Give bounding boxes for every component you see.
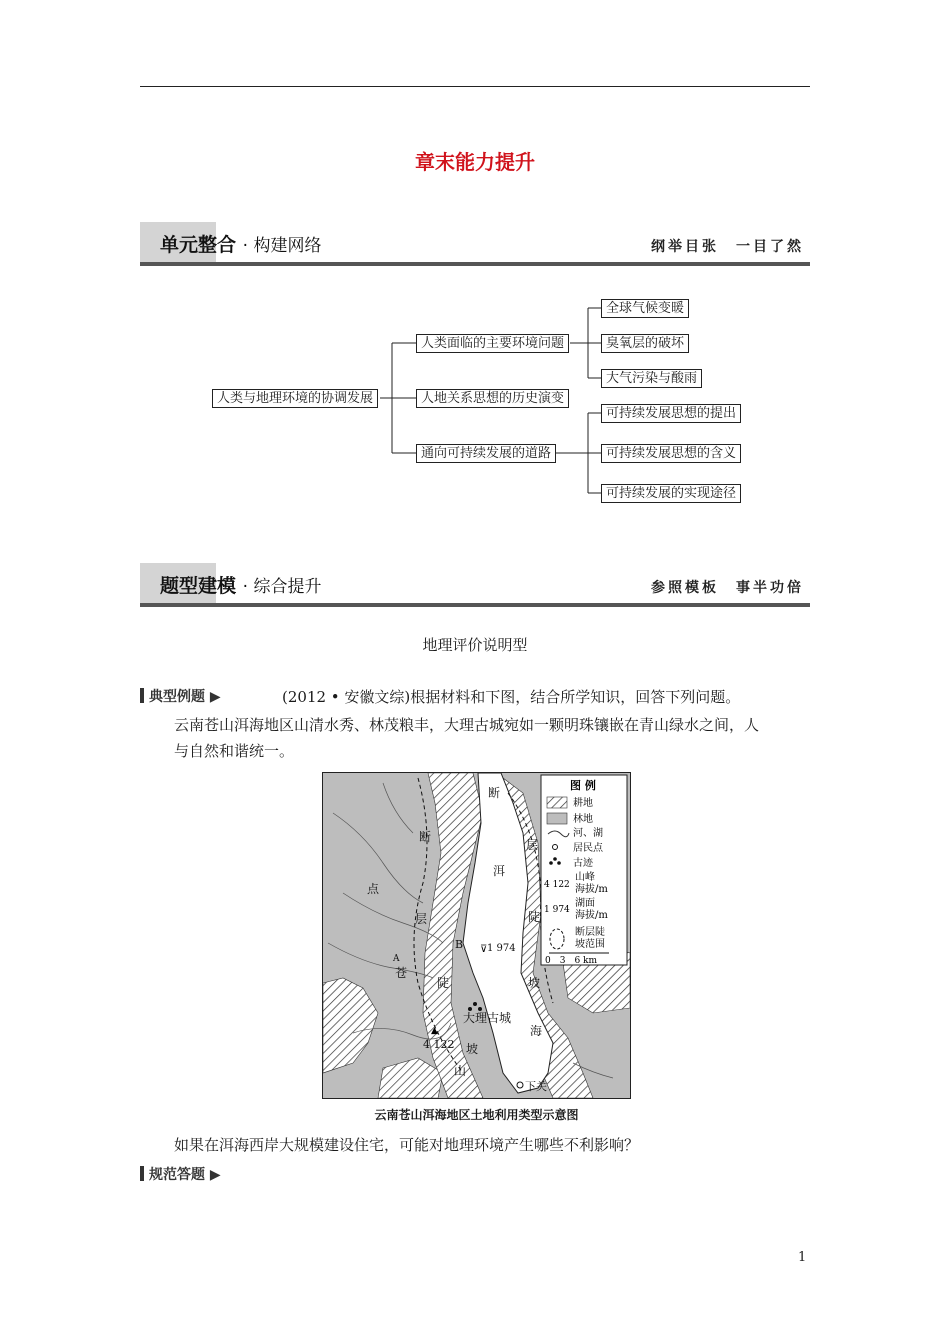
label-dou-left: 陡	[437, 976, 450, 990]
map-leaf-warming: 全球气候变暖	[601, 299, 689, 318]
legend-title: 图 例	[570, 779, 596, 792]
label-peak-elev: 4 122	[423, 1038, 455, 1051]
map-drawing	[323, 773, 630, 1098]
map-leaf-acid-rain: 大气污染与酸雨	[601, 369, 702, 388]
label-ceng: 层	[526, 838, 539, 852]
label-ceng-left: 层	[415, 912, 428, 926]
section-title-main: 单元整合	[160, 234, 237, 256]
label-a: A	[393, 954, 400, 964]
concept-map-connectors	[0, 0, 950, 560]
legend-settlement: 居民点	[573, 843, 603, 854]
legend-farmland-swatch	[547, 797, 567, 808]
legend-farmland: 耕地	[573, 798, 593, 809]
label-b: B	[455, 938, 464, 951]
label-dou: 陡	[528, 910, 541, 924]
section-motto: 参照模板 事半功倍	[651, 580, 804, 596]
legend-scale: 0 3 6 km	[545, 956, 598, 966]
legend-peak: 山峰	[575, 872, 595, 883]
section-underline	[140, 603, 810, 607]
map-caption: 云南苍山洱海地区土地利用类型示意图	[374, 1108, 579, 1122]
map-root-node: 人类与地理环境的协调发展	[212, 389, 378, 408]
tag-bar	[140, 1166, 144, 1181]
label-duan-left: 断	[419, 830, 432, 844]
legend-peak-value: 4 122	[544, 880, 570, 890]
answer-tag-label: 规范答题 ▶	[149, 1167, 221, 1183]
legend-peak-unit: 海拔/m	[575, 884, 608, 895]
label-xiaguan: 下关	[525, 1080, 547, 1093]
legend-forest-swatch	[547, 813, 567, 824]
settlement-xiaguan	[517, 1082, 523, 1088]
label-dali: 大理古城	[463, 1011, 512, 1025]
section-title-sub: · 综合提升	[242, 577, 322, 597]
material-line-1: 云南苍山洱海地区山清水秀、林茂粮丰，大理古城宛如一颗明珠镶嵌在青山绿水之间，人	[174, 716, 760, 734]
map-leaf-meaning: 可持续发展思想的含义	[601, 444, 741, 463]
legend-settlement-swatch	[553, 845, 558, 850]
legend-forest: 林地	[573, 814, 593, 825]
section-motto: 纲举目张 一目了然	[651, 239, 804, 255]
label-po: 坡	[528, 976, 541, 990]
map-leaf-ozone: 臭氧层的破坏	[601, 334, 689, 353]
label-duan: 断	[488, 786, 501, 800]
section-header-modeling	[140, 563, 810, 607]
label-po-left: 坡	[466, 1042, 479, 1056]
land-use-map	[322, 772, 631, 1099]
map-leaf-ways: 可持续发展的实现途径	[601, 484, 741, 503]
example-tag	[140, 686, 221, 706]
legend-relic: 古迹	[573, 858, 593, 869]
label-er: 洱	[493, 864, 506, 878]
example-tag-label: 典型例题 ▶	[149, 689, 221, 705]
legend-lake-unit: 海拔/m	[575, 910, 608, 921]
label-dian: 点	[367, 882, 380, 896]
legend-slope: 断层陡	[575, 927, 605, 938]
example-source: (2012 • 安徽文综)根据材料和下图，结合所学知识，回答下列问题。	[282, 688, 741, 706]
question-text: 如果在洱海西岸大规模建设住宅，可能对地理环境产生哪些不利影响？	[174, 1136, 640, 1154]
section-title	[160, 571, 321, 598]
question-type-title: 地理评价说明型	[422, 636, 528, 654]
map-node-history: 人地关系思想的历史演变	[416, 389, 569, 408]
legend-slope2: 坡范围	[575, 939, 605, 950]
tag-bar	[140, 688, 144, 703]
map-node-sustainable-path: 通向可持续发展的道路	[416, 444, 556, 463]
label-hai: 海	[530, 1024, 543, 1038]
label-lake-elev: 1 974	[487, 943, 516, 954]
legend-river: 河、湖	[573, 828, 603, 839]
section-title-sub: · 构建网络	[242, 236, 322, 256]
map-leaf-proposal: 可持续发展思想的提出	[601, 404, 741, 423]
map-legend	[541, 775, 627, 966]
map-node-env-problems: 人类面临的主要环境问题	[416, 334, 569, 353]
label-cang: 苍	[395, 966, 408, 980]
legend-lake: 湖面	[575, 898, 595, 909]
concept-map	[0, 0, 950, 560]
material-line-2: 与自然和谐统一。	[174, 742, 295, 760]
legend-lake-value: 1 974	[544, 905, 570, 915]
chapter-title: 章末能力提升	[415, 150, 535, 174]
section-title-main: 题型建模	[160, 575, 237, 597]
label-shan: 山	[454, 1064, 467, 1078]
peak-symbol: ▲	[431, 1026, 438, 1036]
page-number: 1	[798, 1250, 807, 1265]
lake-elev-symbol: ⊽	[480, 944, 488, 955]
answer-tag	[140, 1164, 221, 1184]
